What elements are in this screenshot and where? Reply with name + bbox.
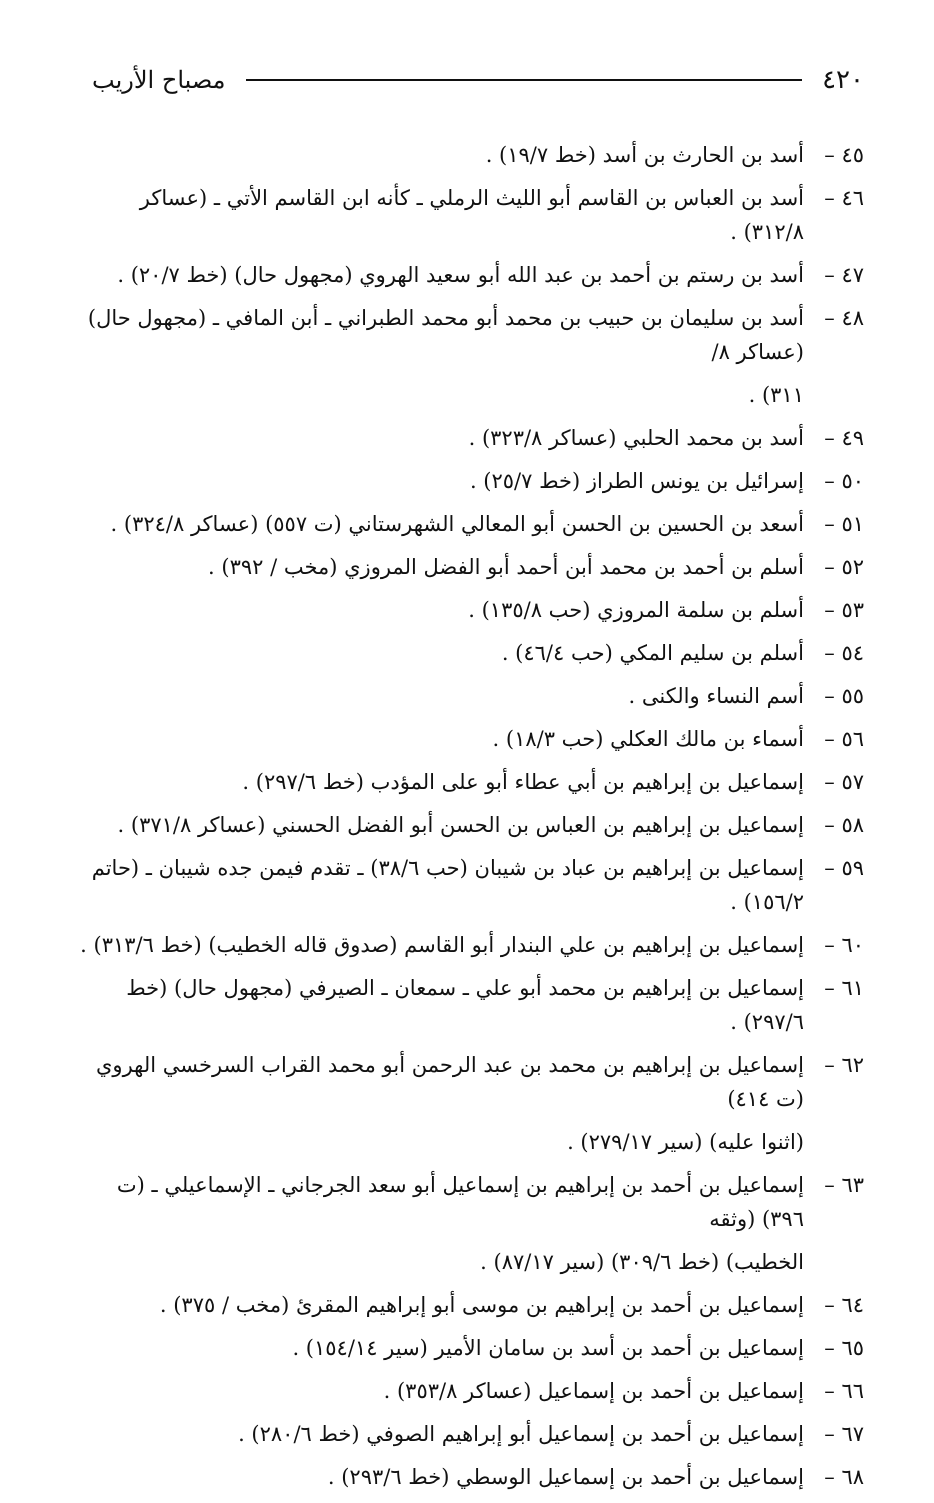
- book-title: مصباح الأريب: [92, 66, 226, 94]
- entry-text: أسلم بن أحمد بن محمد أبن أحمد أبو الفضل المروزي (مخب / ٣٩٢) .: [208, 555, 804, 579]
- entry-text: أسد بن محمد الحلبي (عساكر ٣٢٣/٨) .: [468, 426, 804, 450]
- entry-text: إسماعيل بن إبراهيم بن محمد بن عبد الرحمن أبو محمد القراب السرخسي الهروي (ت ٤١٤): [95, 1053, 804, 1111]
- list-item: [74, 851, 864, 919]
- entry-number: ٦٥ –: [824, 1336, 864, 1360]
- entry-number: ٥٩ –: [824, 856, 864, 880]
- entry-number: ٤٦ –: [824, 186, 864, 210]
- entry-number: ٥٣ –: [824, 598, 864, 622]
- list-item: [74, 258, 864, 292]
- entry-number: ٦٧ –: [824, 1422, 864, 1446]
- entry-number: ٥١ –: [824, 512, 864, 536]
- list-item: [74, 722, 864, 756]
- entry-text: أسلم بن سلمة المروزي (حب ١٣٥/٨) .: [468, 598, 804, 622]
- entry-text-block: [74, 301, 804, 412]
- list-item: [74, 301, 864, 412]
- entry-text: إسماعيل بن إبراهيم بن محمد أبو علي ـ سمعان ـ الصيرفي (مجهول حال) (خط ٢٩٧/٦) .: [126, 976, 804, 1034]
- page-header: [92, 60, 864, 100]
- list-item: [74, 1331, 864, 1365]
- entry-text: إسماعيل بن أحمد بن إبراهيم بن إسماعيل أبو سعد الجرجاني ـ الإسماعيلي ـ (ت ٣٩٦) (وثقه: [116, 1173, 804, 1231]
- entry-number: ٤٧ –: [824, 263, 864, 287]
- list-item: [74, 1460, 864, 1494]
- entry-number: ٦٦ –: [824, 1379, 864, 1403]
- entry-text: إسرائيل بن يونس الطراز (خط ٢٥/٧) .: [469, 469, 804, 493]
- entry-text: أسماء بن مالك العكلي (حب ١٨/٣) .: [492, 727, 804, 751]
- list-item: [74, 593, 864, 627]
- list-item: [74, 1417, 864, 1451]
- entry-text: إسماعيل بن إبراهيم بن عباد بن شيبان (حب ٣٨/٦) ـ تقدم فيمن جده شيبان ـ (حاتم ١٥٦/٢) .: [91, 856, 804, 914]
- entry-text: إسماعيل بن أحمد بن إسماعيل أبو إبراهيم الصوفي (خط ٢٨٠/٦) .: [238, 1422, 804, 1446]
- list-item: [74, 421, 864, 455]
- entry-number: ٥٦ –: [824, 727, 864, 751]
- entry-text: أسد بن العباس بن القاسم أبو الليث الرملي ـ كأنه ابن القاسم الأتي ـ (عساكر ٣١٢/٨) .: [139, 186, 804, 244]
- entry-number: ٦٢ –: [824, 1053, 864, 1077]
- entry-text-continuation: (اثنوا عليه) (سير ٢٧٩/١٧) .: [567, 1130, 804, 1154]
- entry-number: ٦٠ –: [824, 933, 864, 957]
- entry-text: إسماعيل بن أحمد بن إبراهيم بن موسى أبو إبراهيم المقرئ (مخب / ٣٧٥) .: [159, 1293, 804, 1317]
- list-item: [74, 1048, 864, 1159]
- entry-text-continuation: ٣١١) .: [748, 383, 804, 407]
- entry-text-continuation: الخطيب) (خط ٣٠٩/٦) (سير ٨٧/١٧) .: [480, 1250, 804, 1274]
- entry-text: أسد بن الحارث بن أسد (خط ١٩/٧) .: [485, 143, 804, 167]
- entry-text: أسد بن سليمان بن حبيب بن محمد أبو محمد الطبراني ـ أبن المافي ـ (مجهول حال) (عساكر ٨/: [87, 306, 804, 364]
- entry-number: ٦١ –: [824, 976, 864, 1000]
- entry-text: أسلم بن سليم المكي (حب ٤٦/٤) .: [501, 641, 804, 665]
- entry-text: إسماعيل بن إبراهيم بن علي البندار أبو القاسم (صدوق قاله الخطيب) (خط ٣١٣/٦) .: [80, 933, 804, 957]
- entry-text: أسد بن رستم بن أحمد بن عبد الله أبو سعيد الهروي (مجهول حال) (خط ٢٠/٧) .: [117, 263, 804, 287]
- list-item: [74, 928, 864, 962]
- list-item: [74, 1288, 864, 1322]
- entry-text: إسماعيل بن أحمد بن إسماعيل (عساكر ٣٥٣/٨) .: [383, 1379, 804, 1403]
- list-item: [74, 1168, 864, 1279]
- entry-number: ٦٣ –: [824, 1173, 864, 1197]
- entry-text: إسماعيل بن أحمد بن إسماعيل الوسطي (خط ٢٩٣/٦) .: [327, 1465, 804, 1489]
- list-item: [74, 550, 864, 584]
- entry-list: [74, 138, 864, 1503]
- list-item: [74, 507, 864, 541]
- list-item: [74, 464, 864, 498]
- entry-text: أسعد بن الحسين بن الحسن أبو المعالي الشهرستاني (ت ٥٥٧) (عساكر ٣٢٤/٨) .: [110, 512, 804, 536]
- entry-number: ٥٢ –: [824, 555, 864, 579]
- entry-number: ٤٩ –: [824, 426, 864, 450]
- entry-number: ٦٨ –: [824, 1465, 864, 1489]
- list-item: [74, 765, 864, 799]
- entry-text: إسماعيل بن إبراهيم بن العباس بن الحسن أبو الفضل الحسني (عساكر ٣٧١/٨) .: [117, 813, 804, 837]
- list-item: [74, 1374, 864, 1408]
- entry-number: ٥٥ –: [824, 684, 864, 708]
- list-item: [74, 808, 864, 842]
- entry-number: ٤٥ –: [824, 143, 864, 167]
- header-rule: [246, 79, 803, 81]
- list-item: [74, 971, 864, 1039]
- list-item: [74, 679, 864, 713]
- entry-number: ٥٠ –: [824, 469, 864, 493]
- list-item: [74, 138, 864, 172]
- entry-text: أسم النساء والكنى .: [628, 684, 804, 708]
- entry-number: ٥٤ –: [824, 641, 864, 665]
- page-number: ٤٢٠: [822, 65, 864, 95]
- list-item: [74, 181, 864, 249]
- entry-text-block: [74, 1048, 804, 1159]
- entry-text: إسماعيل بن إبراهيم بن أبي عطاء أبو على المؤدب (خط ٢٩٧/٦) .: [242, 770, 804, 794]
- entry-number: ٥٨ –: [824, 813, 864, 837]
- entry-number: ٤٨ –: [824, 306, 864, 330]
- entry-number: ٦٤ –: [824, 1293, 864, 1317]
- list-item: [74, 636, 864, 670]
- entry-number: ٥٧ –: [824, 770, 864, 794]
- entry-text: إسماعيل بن أحمد بن أسد بن سامان الأمير (سير ١٥٤/١٤) .: [292, 1336, 804, 1360]
- entry-text-block: [74, 1168, 804, 1279]
